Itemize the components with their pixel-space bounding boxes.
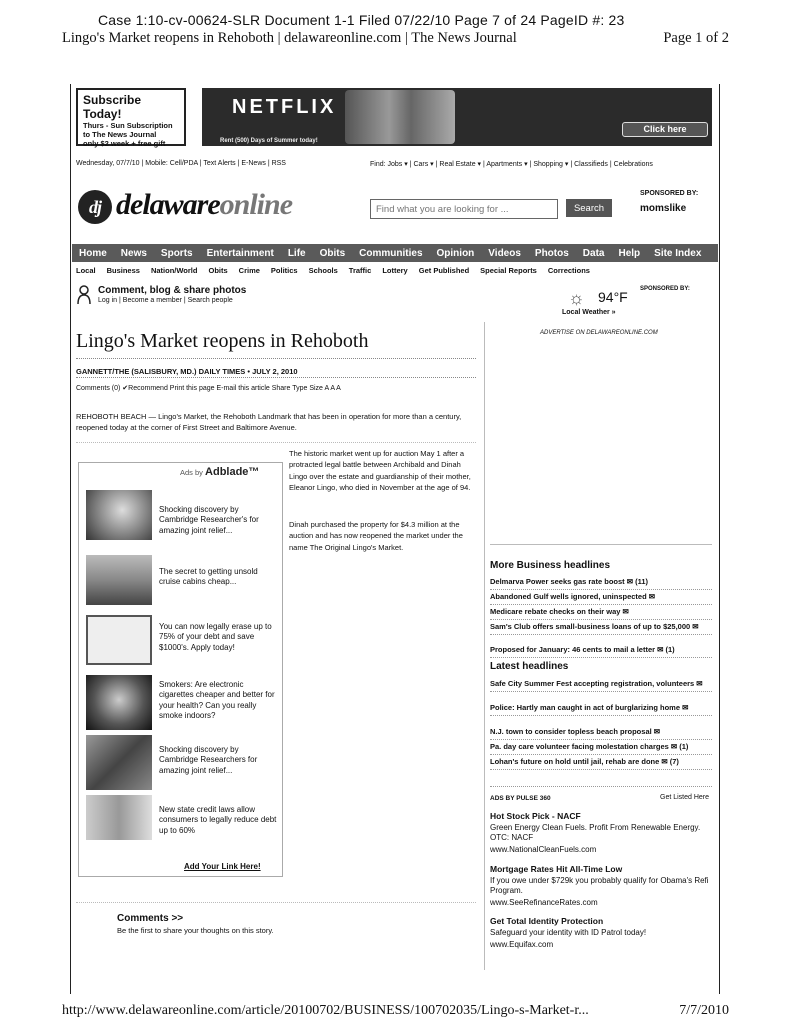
comment-blog-title[interactable]: Comment, blog & share photos (98, 285, 247, 296)
article-byline: GANNETT/THE (SALISBURY, MD.) DAILY TIMES • JULY 2, 2010 (76, 367, 298, 376)
ad-text-3[interactable]: You can now legally erase up to 75% of your debt and save $1000's. Apply today! (159, 622, 272, 652)
pulse-ad-title[interactable]: Get Total Identity Protection (490, 916, 604, 926)
article-paragraph-1: REHOBOTH BEACH — Lingo's Market, the Rehoboth Landmark that has been in operation for more than a century, reopened today at the corner of First Street and Baltimore Avenue. (76, 412, 462, 432)
pulse-ad-url[interactable]: www.NationalCleanFuels.com (490, 845, 597, 854)
subnav-special-reports[interactable]: Special Reports (480, 266, 537, 275)
column-divider (484, 322, 485, 970)
latest-headline[interactable]: N.J. town to consider topless beach proposal ✉ (490, 727, 712, 740)
logo-word-online: online (219, 188, 293, 221)
nav-videos[interactable]: Videos (488, 247, 521, 259)
nav-help[interactable]: Help (618, 247, 641, 259)
netflix-logo: NETFLIX (232, 96, 337, 118)
latest-headline[interactable]: Lohan's future on hold until jail, rehab are done ✉ (7) (490, 757, 712, 770)
subnav-business[interactable]: Business (106, 266, 140, 275)
logo-word-delaware: delaware (116, 188, 220, 221)
nav-sports[interactable]: Sports (160, 247, 193, 259)
subscribe-line-2: to The News Journal (83, 130, 157, 139)
subnav-nation-world[interactable]: Nation/World (150, 266, 198, 275)
subscribe-line-1: Thurs - Sun Subscription (83, 121, 173, 130)
subnav-lottery[interactable]: Lottery (382, 266, 408, 275)
nav-obits[interactable]: Obits (319, 247, 346, 259)
business-headline[interactable]: Delmarva Power seeks gas rate boost ✉ (11) (490, 577, 712, 590)
court-filing-header: Case 1:10-cv-00624-SLR Document 1-1 Filed 07/22/10 Page 7 of 24 PageID #: 23 (98, 12, 625, 28)
nav-entertainment[interactable]: Entertainment (206, 247, 274, 259)
ad-text-6[interactable]: New state credit laws allow consumers to legally reduce debt up to 60% (159, 805, 277, 835)
divider (76, 442, 476, 443)
click-here-button[interactable]: Click here (622, 122, 708, 137)
ads-by-text: Ads by (180, 468, 203, 477)
ad-thumbnail-joint[interactable] (86, 735, 152, 790)
nav-opinion[interactable]: Opinion (436, 247, 475, 259)
adblade-logo[interactable]: Adblade™ (205, 466, 260, 478)
pulse-ad-body: Safeguard your identity with ID Patrol today! (490, 928, 647, 937)
article-paragraph-3: Dinah purchased the property for $4.3 million at the auction and has now reopened the market under the name The Original Lingo's Market. (289, 520, 463, 552)
sun-icon: ☼ (568, 288, 585, 308)
ads-by-pulse-label: ADS BY PULSE 360 (490, 795, 551, 802)
pulse-ad-body: Green Energy Clean Fuels. Profit From Renewable Energy. OTC: NACF (490, 823, 701, 842)
subnav-schools[interactable]: Schools (308, 266, 338, 275)
nav-home[interactable]: Home (79, 247, 107, 259)
weather-temperature: 94°F (598, 289, 628, 305)
footer-url: http://www.delawareonline.com/article/20100702/BUSINESS/100702035/Lingo-s-Market-r... (62, 1003, 589, 1018)
nav-communities[interactable]: Communities (359, 247, 423, 259)
delawareonline-logo[interactable] (78, 188, 292, 224)
subscribe-line-3: only $2 week + free gift (83, 139, 166, 148)
pulse-ad-url[interactable]: www.Equifax.com (490, 940, 554, 949)
latest-headline[interactable]: Police: Hartly man caught in act of burglarizing home ✉ (490, 703, 712, 716)
main-nav (72, 244, 718, 262)
search-input[interactable] (370, 199, 558, 219)
subnav-get-published[interactable]: Get Published (418, 266, 470, 275)
sub-nav (76, 266, 601, 275)
article-title: Lingo's Market reopens in Rehoboth (76, 330, 369, 352)
business-headline[interactable]: Sam's Club offers small-business loans of up to $25,000 ✉ (490, 622, 712, 635)
ad-thumbnail-certificate[interactable] (86, 615, 152, 665)
latest-headline[interactable]: Safe City Summer Fest accepting registration, volunteers ✉ (490, 679, 712, 692)
sponsored-by-label: SPONSORED BY: (640, 190, 699, 197)
pulse-ad-title[interactable]: Mortgage Rates Hit All-Time Low (490, 864, 623, 874)
pulse-ad-body: If you owe under $729k you probably qualify for Obama's Refi Program. (490, 876, 709, 895)
ads-by-label (180, 466, 259, 478)
ad-thumbnail-cruise[interactable] (86, 555, 152, 605)
comments-title[interactable]: Comments >> (117, 913, 184, 924)
business-headline[interactable]: Abandoned Gulf wells ignored, uninspected ✉ (490, 592, 712, 605)
nav-photos[interactable]: Photos (534, 247, 569, 259)
business-headline[interactable]: Proposed for January: 46 cents to mail a letter ✉ (1) (490, 645, 712, 658)
divider (76, 377, 476, 378)
weather-sponsored-label: SPONSORED BY: (640, 286, 690, 292)
subnav-politics[interactable]: Politics (270, 266, 298, 275)
footer-date: 7/7/2010 (679, 1003, 729, 1018)
ad-text-2[interactable]: The secret to getting unsold cruise cabins cheap... (159, 567, 258, 587)
comments-prompt: Be the first to share your thoughts on this story. (117, 926, 274, 935)
subscribe-title: Subscribe Today! (83, 93, 142, 121)
ad-thumbnail-credit[interactable] (86, 795, 152, 840)
subnav-local[interactable]: Local (76, 266, 96, 275)
advertise-link[interactable]: ADVERTISE ON DELAWAREONLINE.COM (540, 330, 658, 336)
latest-headline[interactable]: Pa. day care volunteer facing molestation charges ✉ (1) (490, 742, 712, 755)
logo-mark-icon: dj (78, 190, 112, 224)
article-tools[interactable]: Comments (0) ✔Recommend Print this page E-mail this article Share Type Size A A A (76, 385, 341, 392)
community-links[interactable]: Log in | Become a member | Search people (98, 297, 233, 304)
ad-text-4[interactable]: Smokers: Are electronic cigarettes cheaper and better for your health? Can you really smoke indoors? (159, 680, 275, 721)
ad-thumbnail-smoker[interactable] (86, 675, 152, 730)
utility-links-left[interactable]: Wednesday, 07/7/10 | Mobile: Cell/PDA | Text Alerts | E-News | RSS (76, 160, 286, 167)
print-header-title: Lingo's Market reopens in Rehoboth | delawareonline.com | The News Journal (62, 30, 517, 46)
nav-news[interactable]: News (120, 247, 147, 259)
ad-text-1[interactable]: Shocking discovery by Cambridge Researcher's for amazing joint relief... (159, 505, 259, 535)
subnav-traffic[interactable]: Traffic (348, 266, 372, 275)
pulse-ad-url[interactable]: www.SeeRefinanceRates.com (490, 898, 598, 907)
nav-data[interactable]: Data (582, 247, 605, 259)
article-paragraph-2: The historic market went up for auction May 1 after a protracted legal battle between Archibald and Dinah Lingo over the estate and guardianship of their mother, Eleanor Lingo, who died in November at the age of 94. (289, 449, 471, 492)
latest-headlines-title: Latest headlines (490, 661, 569, 672)
subnav-obits[interactable]: Obits (208, 266, 228, 275)
pulse-ad-title[interactable]: Hot Stock Pick - NACF (490, 811, 581, 821)
ad-thumbnail-knee[interactable] (86, 490, 152, 540)
divider (490, 786, 712, 787)
add-your-link[interactable]: Add Your Link Here! (184, 862, 261, 871)
ad-text-5[interactable]: Shocking discovery by Cambridge Researchers for amazing joint relief... (159, 745, 258, 775)
momslike-sponsor-logo[interactable]: momslike (640, 203, 687, 214)
subscribe-ad[interactable] (76, 88, 186, 146)
subnav-corrections[interactable]: Corrections (547, 266, 590, 275)
nav-life[interactable]: Life (287, 247, 306, 259)
local-weather-link[interactable]: Local Weather » (562, 309, 616, 316)
nav-site-index[interactable]: Site Index (654, 247, 702, 259)
more-business-headlines-title: More Business headlines (490, 560, 611, 571)
subnav-crime[interactable]: Crime (238, 266, 260, 275)
utility-links-right[interactable]: Find: Jobs ▾ | Cars ▾ | Real Estate ▾ | Apartments ▾ | Shopping ▾ | Classifieds | Celebrations (370, 161, 653, 168)
divider (76, 902, 476, 903)
get-listed-link[interactable]: Get Listed Here (660, 794, 710, 801)
divider (76, 358, 476, 359)
search-button[interactable]: Search (566, 199, 612, 217)
person-icon (77, 285, 91, 305)
netflix-ad-photo (345, 90, 455, 144)
netflix-ad-caption: Rent (500) Days of Summer today! (220, 138, 318, 144)
divider (490, 544, 712, 545)
print-header-page: Page 1 of 2 (663, 30, 729, 46)
business-headline[interactable]: Medicare rebate checks on their way ✉ (490, 607, 712, 620)
